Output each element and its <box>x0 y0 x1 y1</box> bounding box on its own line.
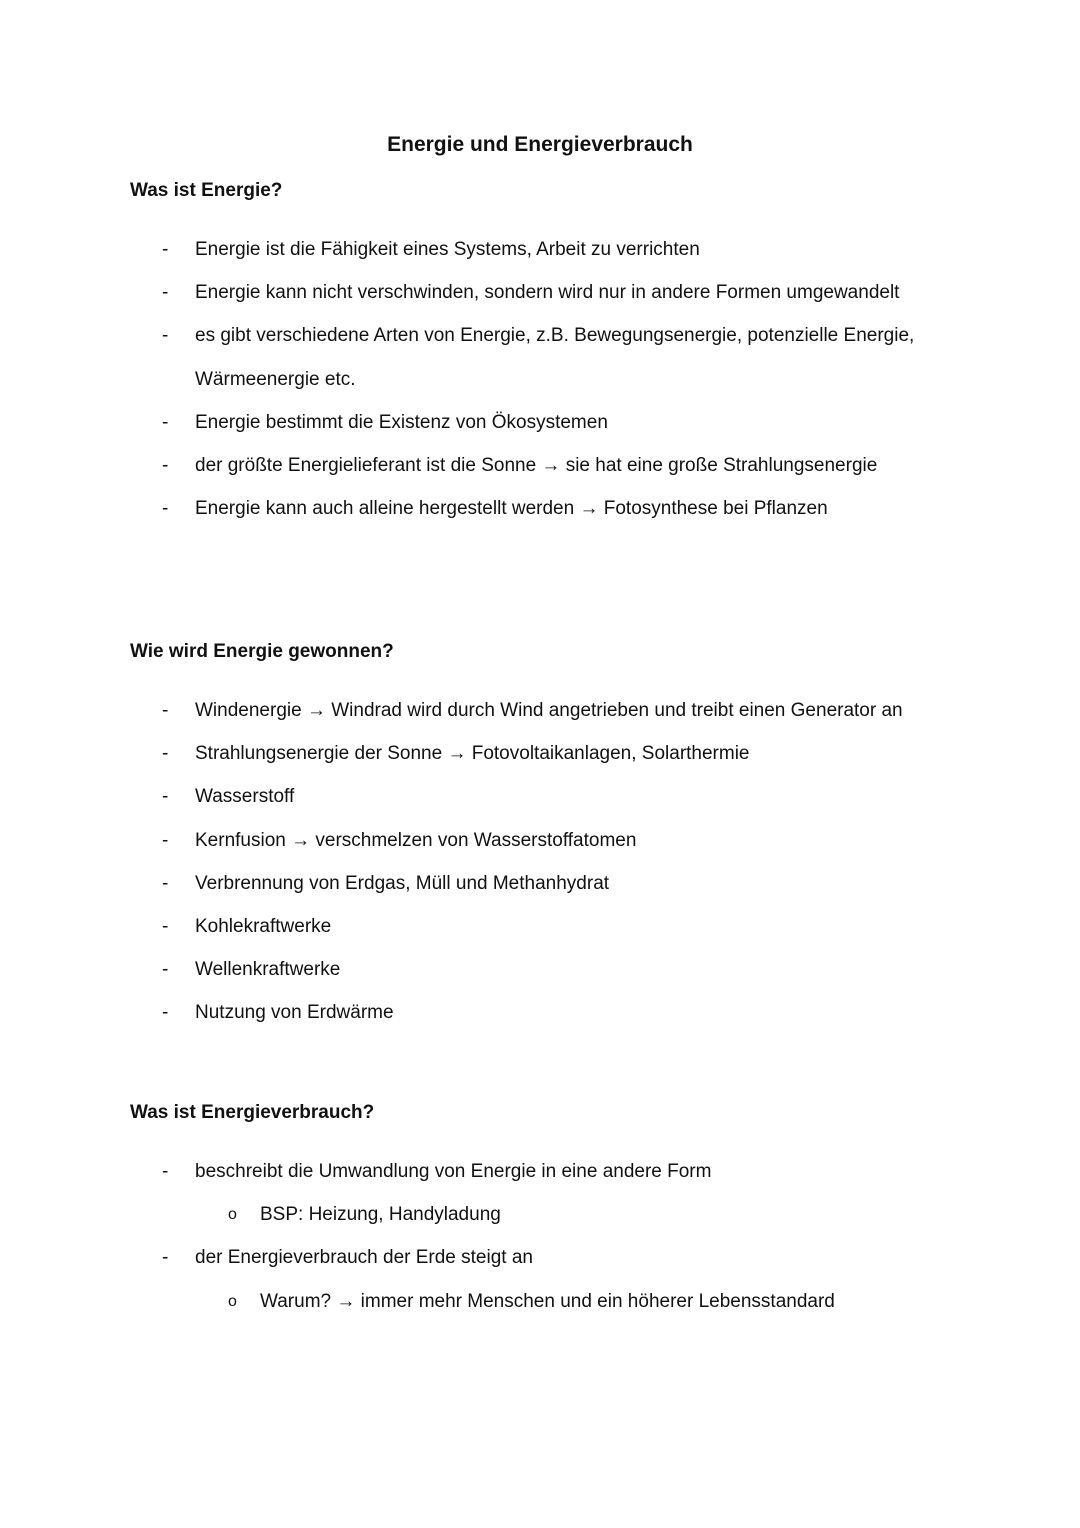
list-item <box>0 948 935 991</box>
section-list-was-ist-energie <box>0 228 935 530</box>
list-item-text: Strahlungsenergie der Sonne → Fotovoltaikanlagen, Solarthermie <box>195 743 750 765</box>
section-heading-wie-wird-energie-gewonnen: Wie wird Energie gewonnen? <box>130 641 394 662</box>
list-item <box>0 271 935 314</box>
list-item-text: es gibt verschiedene Arten von Energie, z.B. Bewegungsenergie, potenzielle Energie, Wärmeenergie etc. <box>195 325 915 390</box>
sub-list-item <box>0 1280 940 1323</box>
dash-bullet: - <box>162 786 169 808</box>
list-item <box>0 862 935 905</box>
list-item-text: Wasserstoff <box>195 786 295 808</box>
list-item <box>0 314 935 400</box>
list-item-text: Energie kann auch alleine hergestellt werden → Fotosynthese bei Pflanzen <box>195 498 828 520</box>
dash-bullet: - <box>162 1161 169 1182</box>
dash-bullet: - <box>162 872 169 894</box>
document-title: Energie und Energieverbrauch <box>387 133 693 156</box>
list-item-text: Energie bestimmt die Existenz von Ökosystemen <box>195 411 608 433</box>
list-item-text: Windenergie → Windrad wird durch Wind angetrieben und treibt einen Generator an <box>195 700 903 721</box>
section-heading-was-ist-energieverbrauch: Was ist Energieverbrauch? <box>130 1102 375 1123</box>
list-item <box>0 487 935 530</box>
sub-list <box>195 1280 935 1323</box>
list-item-text: der größte Energielieferant ist die Sonne → sie hat eine große Strahlungsenergie <box>195 455 878 477</box>
list-item <box>0 689 935 732</box>
list-item-text: Kohlekraftwerke <box>195 916 332 938</box>
list-item-text: der Energieverbrauch der Erde steigt an <box>195 1247 533 1269</box>
section-heading-was-ist-energie: Was ist Energie? <box>130 180 283 201</box>
list-item <box>0 991 935 1034</box>
dash-bullet: - <box>162 916 169 938</box>
list-item <box>0 228 935 271</box>
list-item-text: Energie ist die Fähigkeit eines Systems, Arbeit zu verrichten <box>195 239 700 260</box>
dash-bullet: - <box>162 325 169 347</box>
list-item <box>0 401 935 444</box>
sub-list-item <box>0 1193 940 1236</box>
circle-bullet: o <box>228 1292 237 1310</box>
list-item-text: Nutzung von Erdwärme <box>195 1002 394 1024</box>
circle-bullet: o <box>228 1206 237 1224</box>
list-item <box>0 444 935 487</box>
list-item-text: beschreibt die Umwandlung von Energie in eine andere Form <box>195 1161 712 1182</box>
list-item <box>0 1236 935 1322</box>
dash-bullet: - <box>162 700 169 721</box>
dash-bullet: - <box>162 411 169 433</box>
list-item-text: Verbrennung von Erdgas, Müll und Methanhydrat <box>195 872 610 894</box>
list-item <box>0 1150 935 1236</box>
section-list-was-ist-energieverbrauch <box>0 1150 935 1323</box>
dash-bullet: - <box>162 498 169 520</box>
dash-bullet: - <box>162 743 169 765</box>
dash-bullet: - <box>162 1002 169 1024</box>
dash-bullet: - <box>162 1247 169 1269</box>
dash-bullet: - <box>162 455 169 477</box>
list-item-text: Kernfusion → verschmelzen von Wasserstoffatomen <box>195 829 637 851</box>
dash-bullet: - <box>162 239 169 260</box>
sub-list-item-text: Warum? → immer mehr Menschen und ein höherer Lebensstandard <box>260 1290 835 1312</box>
sub-list-item-text: BSP: Heizung, Handyladung <box>260 1204 501 1226</box>
dash-bullet: - <box>162 959 169 981</box>
list-item <box>0 775 935 818</box>
list-item-text: Wellenkraftwerke <box>195 959 341 981</box>
list-item <box>0 905 935 948</box>
list-item-text: Energie kann nicht verschwinden, sondern wird nur in andere Formen umgewandelt <box>195 282 900 304</box>
list-item <box>0 819 935 862</box>
dash-bullet: - <box>162 829 169 851</box>
dash-bullet: - <box>162 282 169 304</box>
list-item <box>0 732 935 775</box>
sub-list <box>195 1193 935 1236</box>
section-list-wie-wird-energie-gewonnen <box>0 689 935 1035</box>
